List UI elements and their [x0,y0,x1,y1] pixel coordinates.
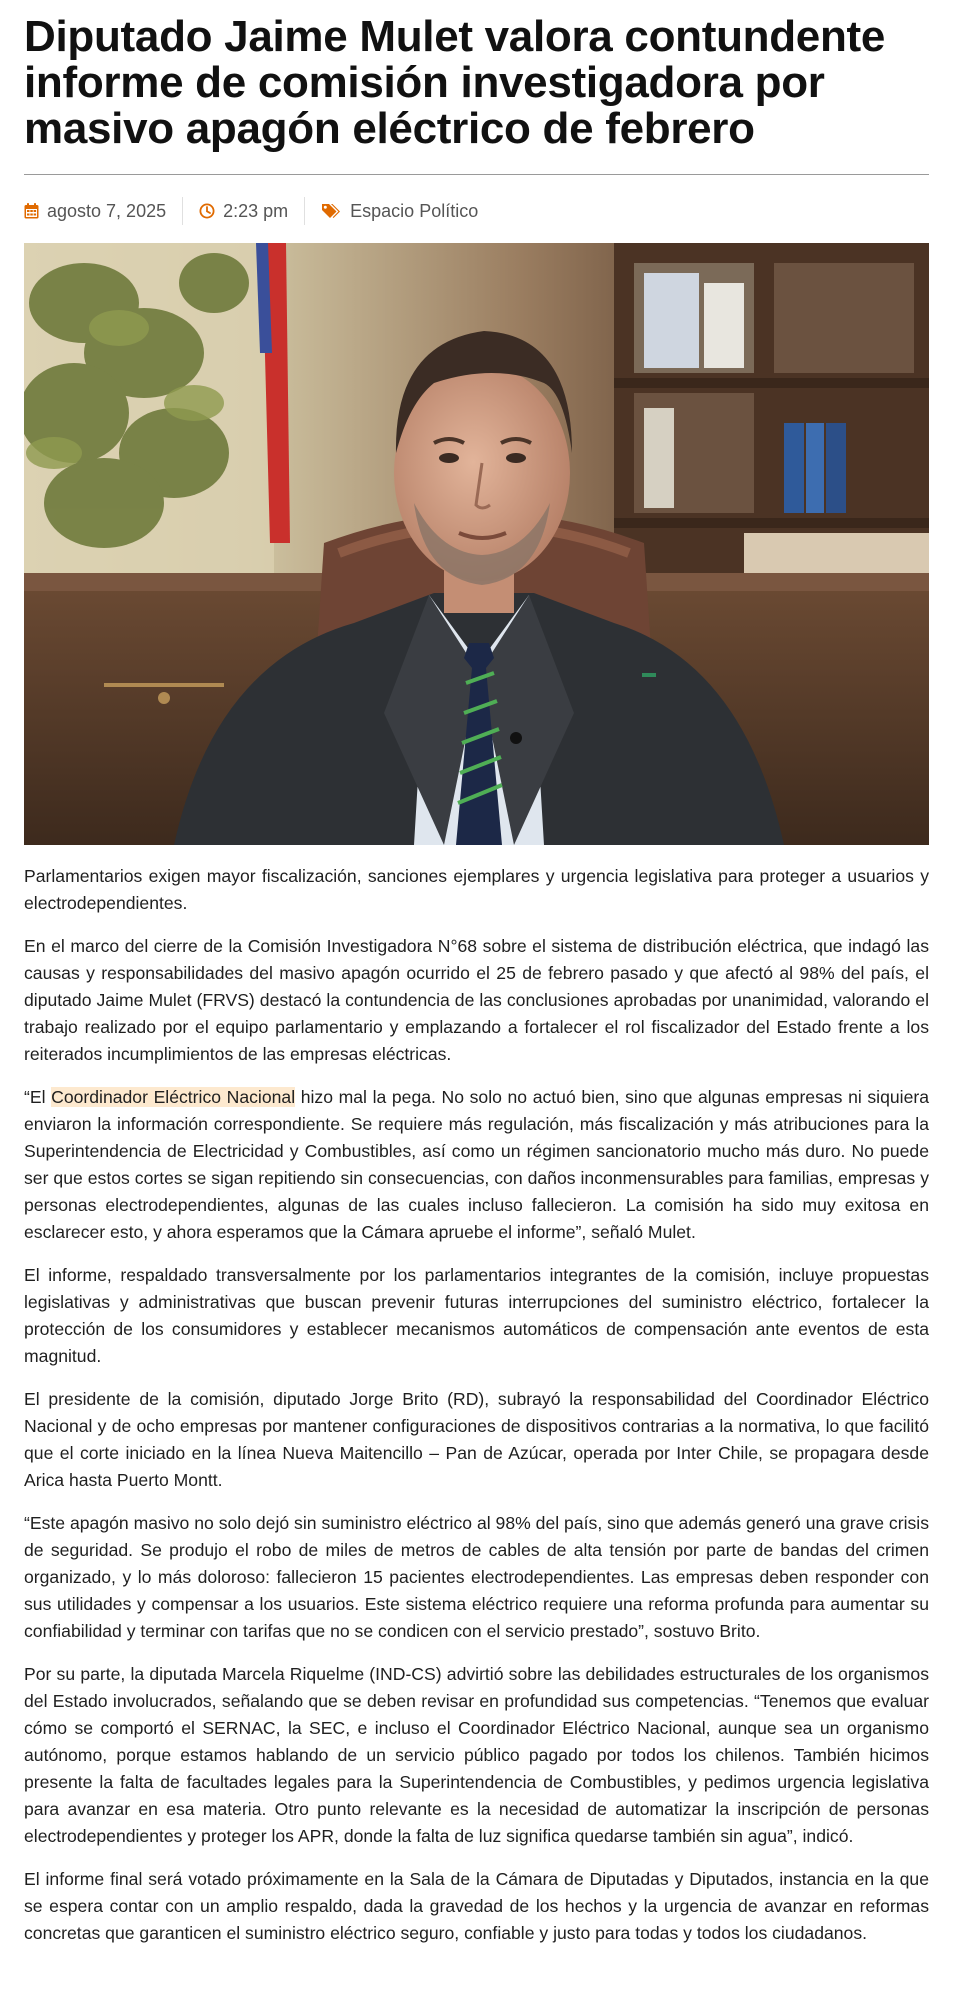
paragraph: El presidente de la comisión, diputado Jorge Brito (RD), subrayó la responsabilidad del Coordinador Eléctrico Nacional y de ocho empresas por mantener configuraciones de dispositivos contrarias a la normativa, lo que facilitó que el corte iniciado en la línea Nueva Maitencillo – Pan de Azúcar, operada por Inter Chile, se propagara desde Arica hasta Puerto Montt. [24,1389,929,1490]
article-title: Diputado Jaime Mulet valora contundente informe de comisión investigadora por masivo apagón eléctrico de febrero [24,12,886,153]
meta-category[interactable] [321,201,478,222]
meta-separator [304,197,305,225]
paragraph-quote-mulet [24,1084,929,1246]
highlighted-term: Coordinador Eléctrico Nacional [51,1087,296,1107]
article-date: agosto 7, 2025 [47,200,167,221]
paragraph: El informe, respaldado transversalmente por los parlamentarios integrantes de la comisión, incluye propuestas legislativas y administrativas que buscan prevenir futuras interrupciones del suministro eléctrico, fortalecer la protección de los consumidores y establecer mecanismos automáticos de compensación ante eventos de esta magnitud. [24,1265,929,1366]
meta-time [199,201,288,222]
article-meta [24,196,478,226]
article-lead: Parlamentarios exigen mayor fiscalización, sanciones ejemplares y urgencia legislativa para proteger a usuarios y electrodependientes. [24,866,929,913]
paragraph: El informe final será votado próximamente en la Sala de la Cámara de Diputadas y Diputados, instancia en la que se espera contar con un amplio respaldo, dada la gravedad de los hechos y la urgencia de avanzar en reformas concretas que garanticen el suministro eléctrico seguro, confiable y justo para todas y todos los ciudadanos. [24,1869,929,1943]
article-time: 2:23 pm [223,200,289,221]
tags-icon [321,203,342,219]
paragraph: “Este apagón masivo no solo dejó sin suministro eléctrico al 98% del país, sino que además generó una grave crisis de seguridad. Se produjo el robo de miles de metros de cables de alta tensión por parte de bandas del crimen organizado, y lo más doloroso: fallecieron 15 pacientes electrodependientes. Las empresas deben responder con sus utilidades y compensar a los usuarios. Este sistema eléctrico requiere una reforma profunda para aumentar su confiabilidad y terminar con tarifas que no se condicen con el servicio prestado”, sostuvo Brito. [24,1513,929,1641]
meta-separator [182,197,183,225]
calendar-icon [24,203,39,219]
article-body [24,863,929,1963]
paragraph: En el marco del cierre de la Comisión Investigadora N°68 sobre el sistema de distribución eléctrica, que indagó las causas y responsabilidades del masivo apagón ocurrido el 25 de febrero pasado y que afectó al 98% del país, el diputado Jaime Mulet (FRVS) destacó la contundencia de las conclusiones aprobadas por unanimidad, valorando el trabajo realizado por el equipo parlamentario y emplazando a fortalecer el rol fiscalizador del Estado frente a los reiterados incumplimientos de las empresas eléctricas. [24,936,929,1064]
category-link[interactable]: Espacio Político [350,200,479,221]
article-photo [24,243,929,845]
quote-rest: hizo mal la pega. No solo no actuó bien, sino que algunas empresas ni siquiera enviaron la información correspondiente. Se requiere más regulación, más fiscalización y más atribuciones para la Superintendencia de Electricidad y Combustibles, así como un régimen sancionatorio mucho más duro. No puede ser que estos cortes se sigan repitiendo sin consecuencias, con daños inconmensurables para familias, empresas y personas electrodependientes, algunas de las cuales incluso fallecieron. La comisión ha sido muy exitosa en esclarecer esto, y ahora esperamos que la Cámara apruebe el informe”, señaló Mulet. [24,1087,930,1242]
clock-icon [199,203,215,219]
meta-date [24,201,166,222]
quote-open: “El [24,1087,52,1107]
paragraph: Por su parte, la diputada Marcela Riquelme (IND-CS) advirtió sobre las debilidades estructurales de los organismos del Estado involucrados, señalando que se deben revisar en profundidad sus competencias. “Tenemos que evaluar cómo se comportó el SERNAC, la SEC, e incluso el Coordinador Eléctrico Nacional, aunque sea un organismo autónomo, porque estamos hablando de un servicio público pagado por todos los chilenos. También hicimos presente la falta de facultades legales para la Superintendencia de Combustibles, y pedimos urgencia legislativa para avanzar en esa materia. Otro punto relevante es la necesidad de automatizar la inscripción de personas electrodependientes y proteger los APR, donde la falta de luz significa quedarse también sin agua”, indicó. [24,1664,929,1846]
title-divider [24,174,929,175]
